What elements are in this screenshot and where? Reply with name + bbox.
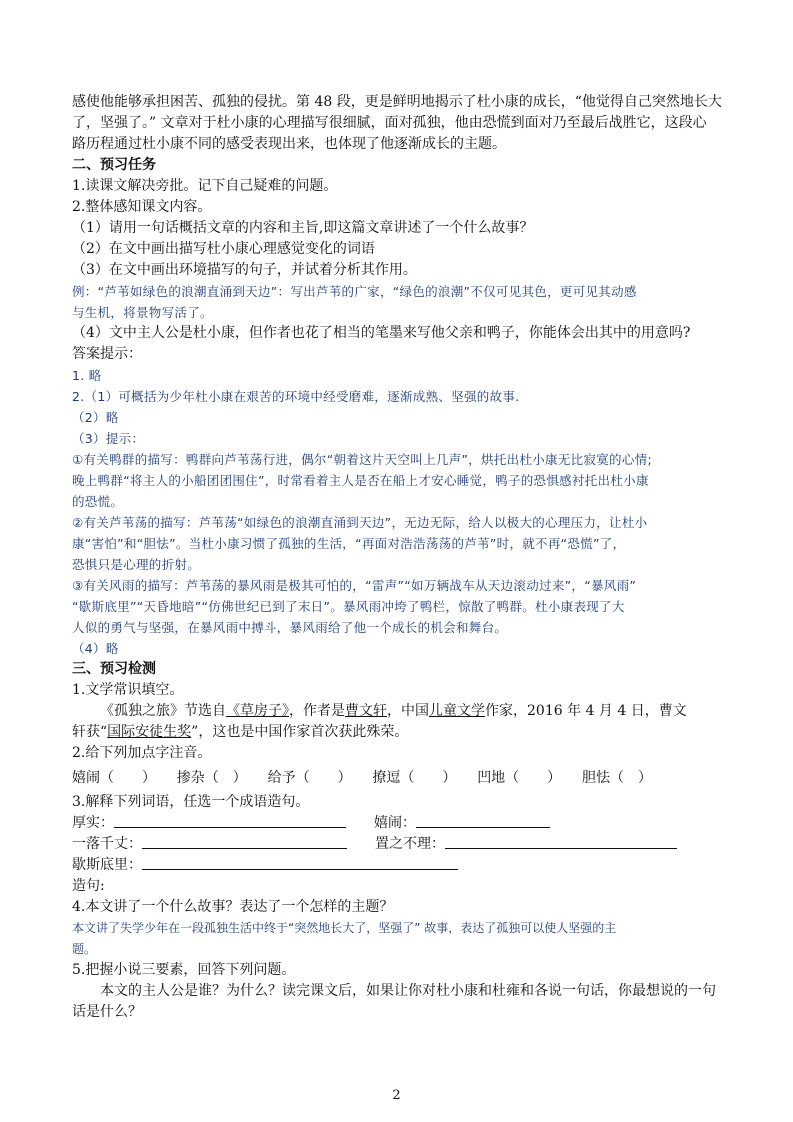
answer-line: 人似的勇气与坚强，在暴风雨中搏斗，暴风雨给了他一个成长的机会和舞台。 <box>72 620 508 635</box>
task-item: 2.整体感知课文内容。 <box>72 199 212 215</box>
answer-line: 的恐慌。 <box>72 494 124 509</box>
literature-text: 《孤独之旅》节选自 <box>100 703 226 719</box>
check-item: 4.本文讲了一个什么故事？表达了一个怎样的主题？ <box>72 899 394 915</box>
literature-answer: 《草房子》 <box>226 703 289 719</box>
document-page <box>72 92 727 1023</box>
answer-blank[interactable] <box>114 813 346 828</box>
pinyin-word: 胆怯（ ） <box>581 770 652 786</box>
literature-text: ”，这也是中国作家首次获此殊荣。 <box>191 724 409 740</box>
literature-line <box>72 722 727 743</box>
page-number: 2 <box>392 1088 401 1103</box>
check-item: 5.把握小说三要素，回答下列问题。 <box>72 962 296 978</box>
intro-line: 路历程通过杜小康不同的感受表现出来，也体现了他逐渐成长的主题。 <box>72 136 506 152</box>
answer-line: 1. 略 <box>72 368 102 383</box>
term-row <box>72 855 727 876</box>
literature-text: ，作者是 <box>289 703 345 719</box>
answer-blank[interactable] <box>416 813 550 828</box>
literature-answer: 国际安徒生奖 <box>107 724 192 740</box>
term-label: 嬉闹： <box>374 815 416 831</box>
literature-line <box>72 701 727 722</box>
answer-line: （3）提示： <box>72 431 145 446</box>
answer-line: ②有关芦苇荡的描写：芦苇荡“如绿色的浪潮直涌到天边”，无边无际，给人以极大的心理压力，让杜小 <box>72 515 648 530</box>
question: （3）在文中画出环境描写的句子，并试着分析其作用。 <box>72 262 417 278</box>
answer-blank[interactable] <box>142 834 347 849</box>
pinyin-word: 凹地（ ） <box>477 770 562 786</box>
example-line: 与生机，将景物写活了。 <box>72 305 213 320</box>
answer-line: 本文讲了失学少年在一段孤独生活中终于“突然地长大了，坚强了” 故事，表达了孤独可以使人坚强的主 <box>72 921 617 935</box>
answer-line: 题。 <box>72 942 97 956</box>
answer-line: 2.（1）可概括为少年杜小康在艰苦的环境中经受磨难，逐渐成熟、坚强的故事. <box>72 389 520 404</box>
question: （2）在文中画出描写杜小康心理感觉变化的词语 <box>72 241 375 257</box>
intro-line: 了，坚强了。” 文章对于杜小康的心理描写很细腻，面对孤独，他由恐慌到面对乃至最后战胜它，这段心 <box>72 115 707 131</box>
section-heading-preview-tasks: 二、预习任务 <box>72 157 156 173</box>
literature-text: 作家，2016 年 4 月 4 日，曹文 <box>485 703 687 719</box>
intro-line: 感使他能够承担困苦、孤独的侵扰。第 48 段，更是鲜明地揭示了杜小康的成长，“他觉得自己突然地长大 <box>72 94 722 110</box>
check-item: 2.给下列加点字注音。 <box>72 745 212 761</box>
literature-answer: 儿童文学 <box>429 703 485 719</box>
literature-answer: 曹文轩 <box>345 703 387 719</box>
literature-text: ，中国 <box>387 703 429 719</box>
task-item: 1.读课文解决旁批。记下自己疑难的问题。 <box>72 178 338 194</box>
term-label: 厚实： <box>72 815 114 831</box>
question: （4）文中主人公是杜小康，但作者也花了相当的笔墨来写他父亲和鸭子，你能体会出其中的用意吗? <box>72 325 691 341</box>
answer-blank[interactable] <box>142 855 458 870</box>
section-heading-preview-check: 三、预习检测 <box>72 661 156 677</box>
sentence-label: 造句: <box>72 878 105 894</box>
answer-line: （2）略 <box>72 410 119 425</box>
answer-label: 答案提示： <box>72 346 142 362</box>
term-label: 置之不理： <box>375 836 445 852</box>
answer-line: ③有关风雨的描写：芦苇荡的暴风雨是极其可怕的，“雷声”“如万辆战车从天边滚动过来”，“暴风雨” <box>72 578 637 593</box>
answer-line: ①有关鸭群的描写：鸭群向芦苇荡行进，偶尔“朝着这片天空叫上几声”，烘托出杜小康无比寂寞的心情; <box>72 452 652 467</box>
pinyin-row <box>72 766 652 790</box>
answer-line: 康“害怕”和“胆怯”。当杜小康习惯了孤独的生活，“再面对浩浩荡荡的芦苇”时，就不再“恐慌”了， <box>72 536 626 551</box>
literature-text: 轩获“ <box>72 724 108 740</box>
question-line: 本文的主人公是谁？为什么？读完课文后，如果让你对杜小康和杜雍和各说一句话，你最想说的一句 <box>100 983 716 999</box>
answer-line: 晚上鸭群“将主人的小船团团围住”，时常看着主人是否在船上才安心睡觉，鸭子的恐惧感衬托出杜小康 <box>72 473 649 488</box>
term-row <box>72 813 727 834</box>
term-row <box>72 834 727 855</box>
pinyin-word: 撩逗（ ） <box>372 770 457 786</box>
answer-blank[interactable] <box>445 834 677 849</box>
check-item: 1.文学常识填空。 <box>72 682 184 698</box>
example-line: 例：“芦苇如绿色的浪潮直涌到天边”：写出芦苇的广家，“绿色的浪潮”不仅可见其色，更可见其动感 <box>72 284 637 299</box>
pinyin-word: 嬉闹（ ） <box>72 770 156 786</box>
pinyin-word: 给予（ ） <box>267 770 352 786</box>
question-line: 话是什么？ <box>72 1004 142 1020</box>
answer-line: “歇斯底里”“天昏地暗”“仿佛世纪已到了末日”。暴风雨冲垮了鸭栏，惊散了鸭群。杜小康表现了大 <box>72 599 625 614</box>
check-item: 3.解释下列词语，任选一个成语造句。 <box>72 794 310 810</box>
question: （1）请用一句话概括文章的内容和主旨,即这篇文章讲述了一个什么故事？ <box>72 220 534 236</box>
answer-line: （4）略 <box>72 641 119 656</box>
term-label: 歇斯底里： <box>72 857 142 873</box>
pinyin-word: 掺杂（ ） <box>176 770 247 786</box>
answer-line: 恐惧只是心理的折射。 <box>72 557 201 572</box>
term-label: 一落千丈： <box>72 836 142 852</box>
